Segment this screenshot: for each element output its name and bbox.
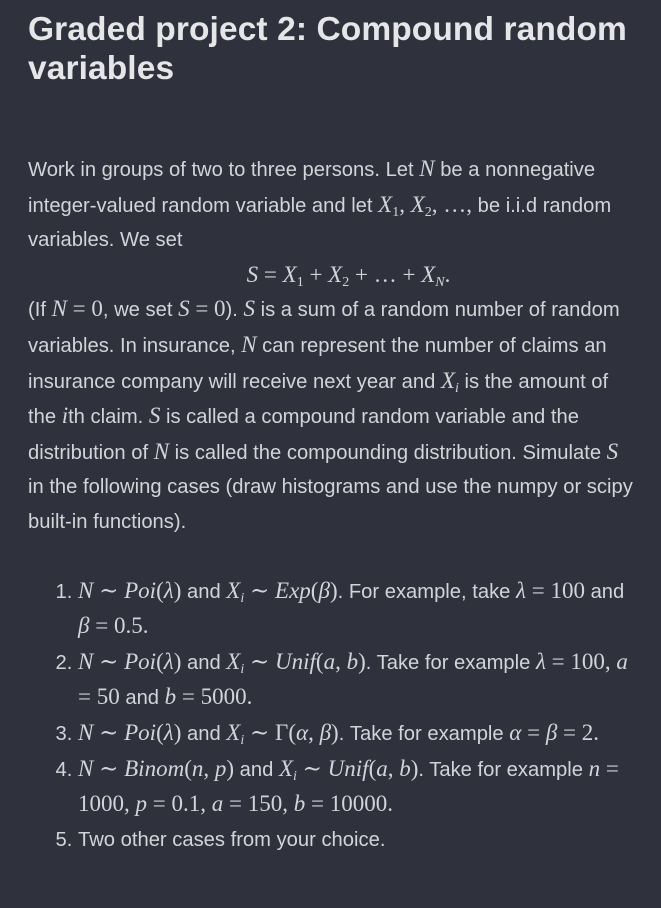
math-params2: β = 0.5. [78,613,149,639]
math-i: i [61,403,69,429]
page-title: Graded project 2: Compound random variables [28,11,627,87]
math-dist-x: Exp [275,577,311,603]
math-params: α = β = 2. [509,719,600,745]
text: Work in groups of two to three persons. Let [28,159,420,181]
text: is the amount of the [28,370,609,429]
math-ellipsis: , …, [431,191,473,217]
text: in the following cases (draw histograms and use the numpy or scipy built-in functions). [28,476,633,533]
math-dist-n: N [78,577,94,603]
math-S: S [243,296,255,322]
math-X1: $X_1$ [378,191,400,220]
math-N: N [419,156,435,181]
math-Xi: $X_i$ [440,367,459,396]
list-item: 4. N ∼ Binom(n, p) and $X_i$ ∼ Unif(a, b). Take for example n = 1000, p = 0.1, a = 150, b = 10000. [78,752,633,823]
text: be a nonnegative integer-valued random variable and let [28,159,596,217]
math-S-eq-0: S = 0 [178,296,226,322]
math-N: N [241,331,257,357]
text: th claim. [68,406,149,429]
math-params: λ = 100, a = 50 [78,648,628,710]
cases-list [28,574,633,858]
text: is called a compound random variable and the distribution of [28,406,579,464]
math-N-eq-0: N = 0 [51,296,103,322]
math-params: λ = 100 [516,577,585,603]
text: can represent the number of claims an insurance company will receive next year and [28,334,607,393]
text: , we set [102,299,179,322]
list-item: 3. N ∼ Poi(λ) and $X_i$ ∼ Γ(α, β). Take for example α = β = 2. [78,716,633,752]
math-Xi: $X_i$ [226,577,245,606]
math-N: N [153,438,170,464]
math-params2: b = 5000. [164,684,253,710]
list-item: 1. N ∼ Poi(λ) and $X_i$ ∼ Exp(β). For example, take λ = 100 and β = 0.5. [78,574,633,645]
text: (If [28,299,52,322]
text: be i.i.d random variables. We set [28,194,612,252]
math-S: S [606,438,619,464]
math-params: n = 1000, p = 0.1, a = 150, b = 10000. [78,755,619,817]
formula-S: $S = X_1 + X_2$ + … + $X_N$. [246,261,451,290]
intro-paragraph: Work in groups of two to three persons. Let N be a nonnegative integer-valued random variable and let $X_1$, $X_2$, …, be i.i.d random variables. We set $S = X_1 + X_2$ + … + $X_N$. (If N = 0, we set S = 0). S is a sum of a random number of random variables. In insurance, N can represent the number of claims an insurance company will receive next year and $X_i$ is the amount of the ith claim. S is called a compound random variable and the distribution of N is called the compounding distribution. Simulate S in the following cases (draw histograms and use the numpy or scipy built-in functions). [28,156,633,533]
text: is a sum of a random number of random variables. In insurance, [28,299,620,357]
text: is called the compounding distribution. Simulate [169,441,607,464]
math-X2: $X_2$ [410,191,432,220]
list-item: 5. Two other cases from your choice. [78,823,633,858]
text: ). [225,299,244,322]
list-item: 2. N ∼ Poi(λ) and $X_i$ ∼ Unif(a, b). Take for example λ = 100, a = 50 and b = 5000. [78,645,633,716]
math-S: S [148,403,161,429]
